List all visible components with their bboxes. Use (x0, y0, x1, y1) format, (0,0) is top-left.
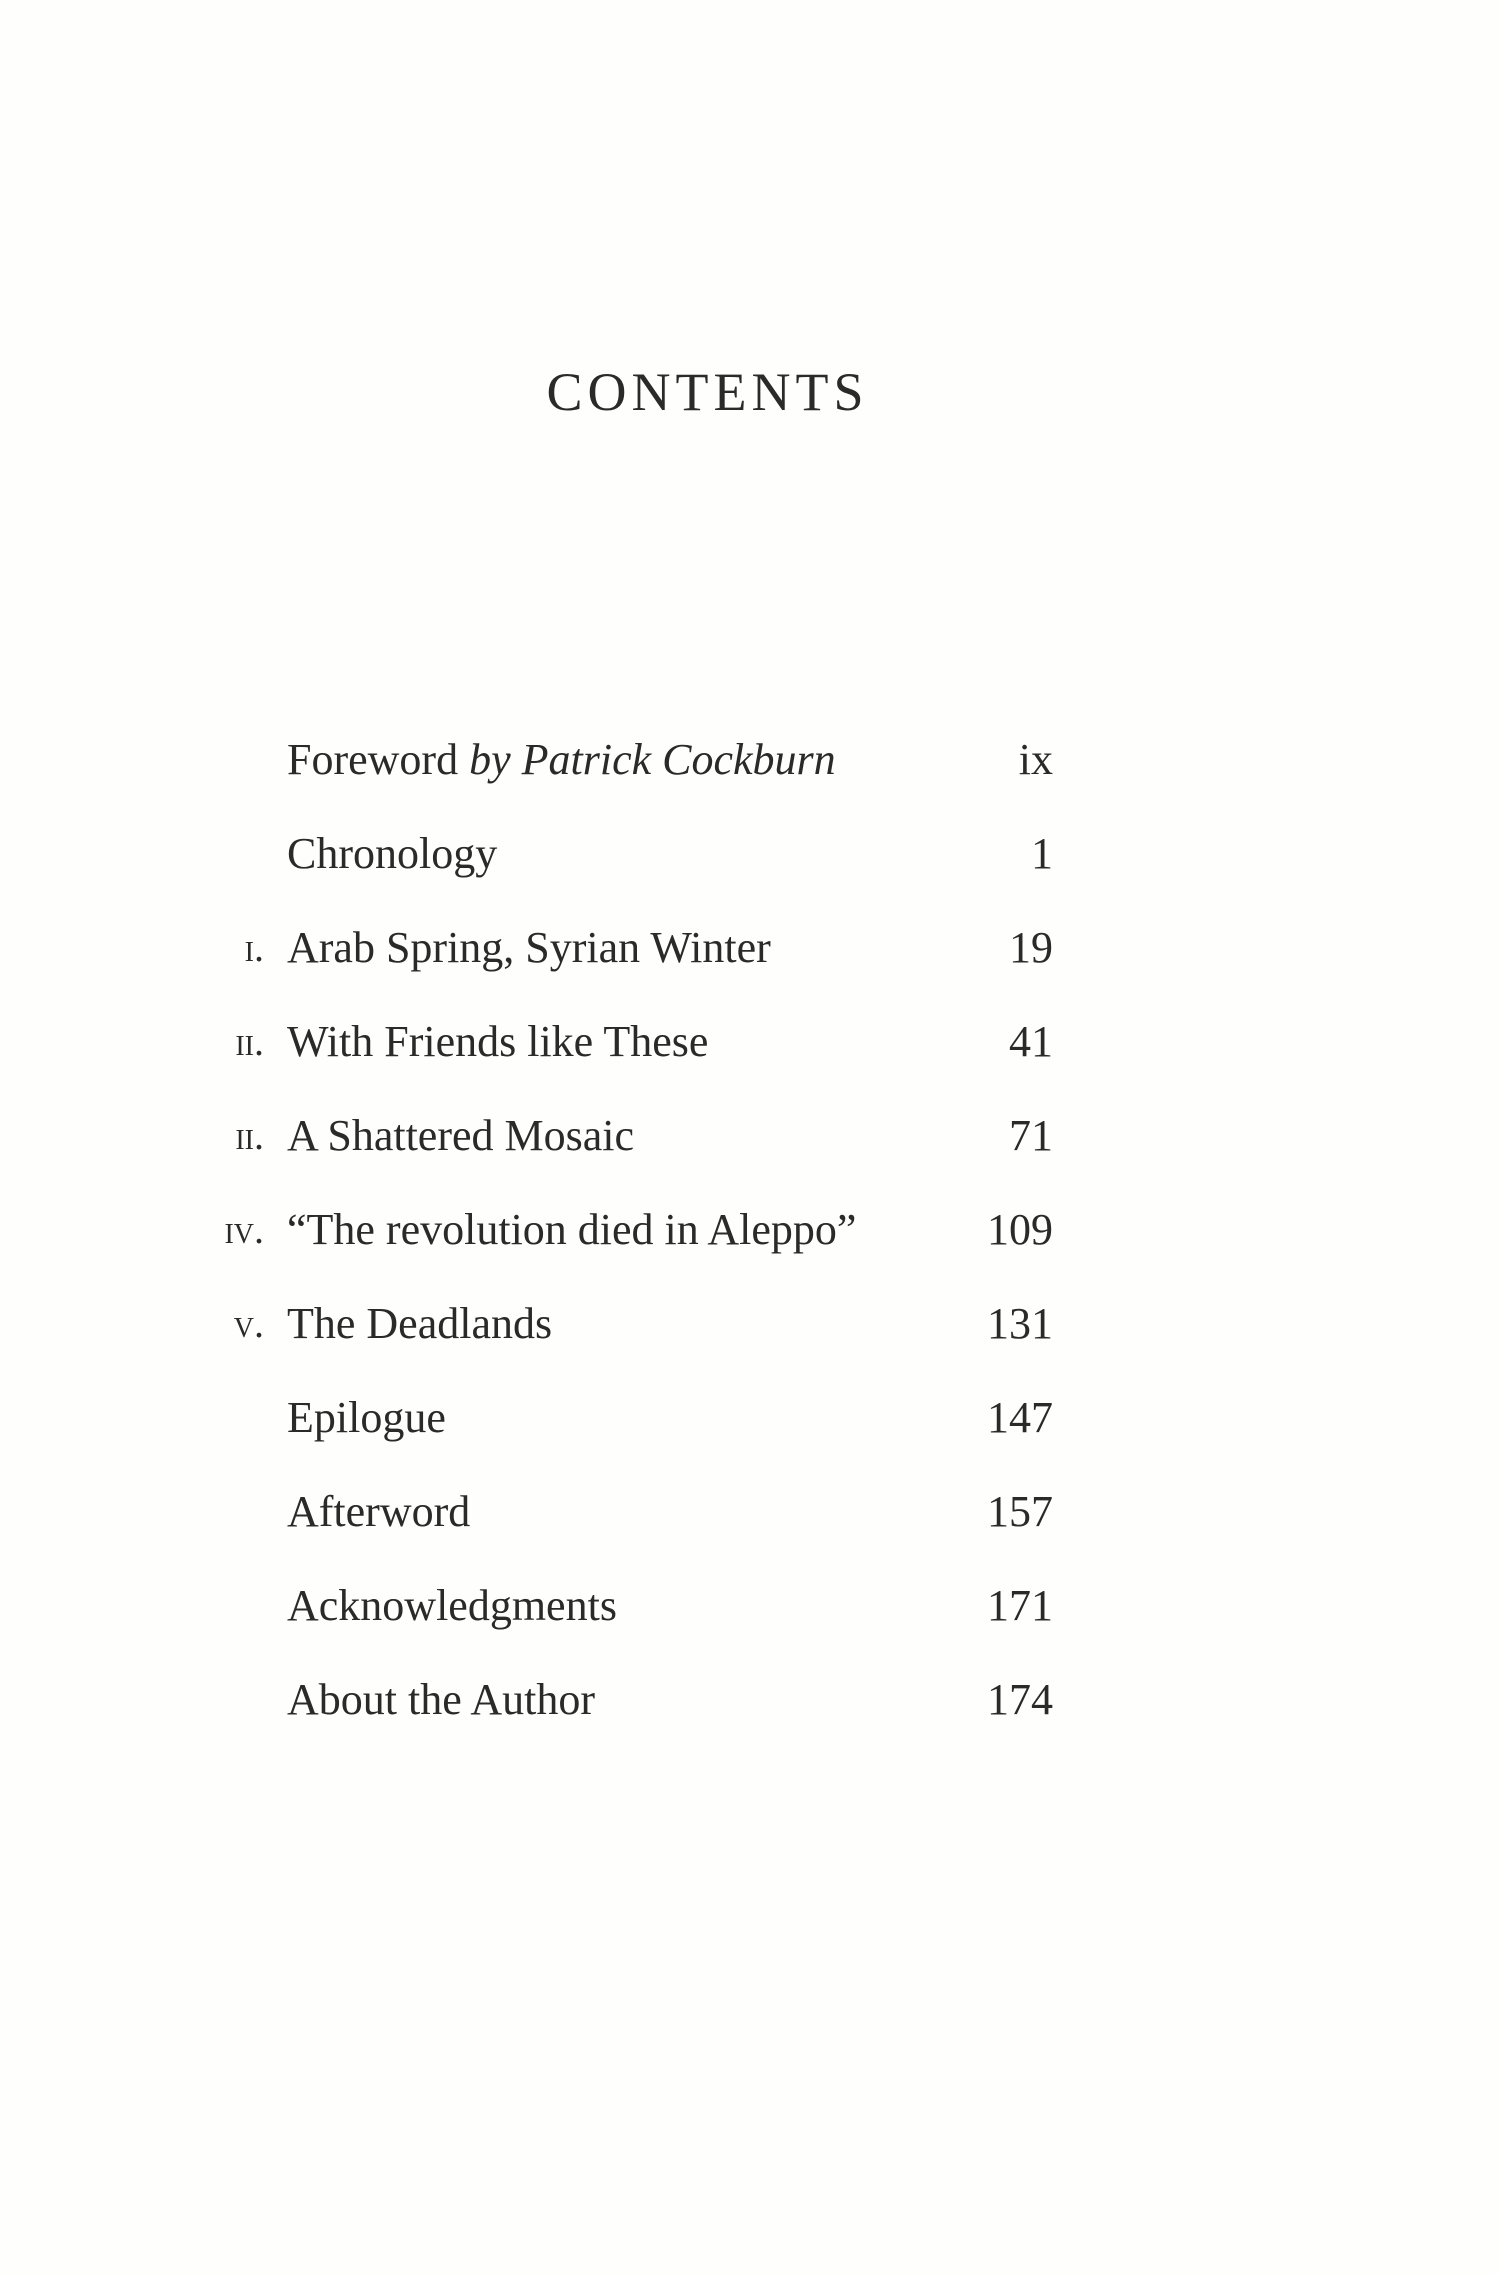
toc-entry-chapter-5[interactable] (0, 1294, 1499, 1354)
entry-title: The Deadlands (287, 1299, 553, 1348)
entry-title: Afterword (287, 1487, 471, 1536)
page-number: 157 (987, 1487, 1053, 1536)
toc-entry-chronology[interactable] (0, 824, 1499, 884)
entry-title: “The revolution died in Aleppo” (287, 1205, 857, 1254)
entry-title: Epilogue (287, 1393, 446, 1442)
chapter-number: ii. (235, 1113, 264, 1158)
page-number: 19 (1009, 923, 1053, 972)
page-number: 1 (1031, 829, 1053, 878)
toc-entry-chapter-3[interactable] (0, 1106, 1499, 1166)
toc-entry-afterword[interactable] (0, 1482, 1499, 1542)
toc-entry-about-the-author[interactable] (0, 1670, 1499, 1730)
toc-entry-chapter-4[interactable] (0, 1200, 1499, 1260)
entry-title: Arab Spring, Syrian Winter (287, 923, 771, 972)
toc-entry-epilogue[interactable] (0, 1388, 1499, 1448)
entry-title: Chronology (287, 829, 498, 878)
chapter-number: v. (233, 1301, 264, 1346)
entry-title: Acknowledgments (287, 1581, 617, 1630)
page-number: 174 (987, 1675, 1053, 1724)
entry-title (287, 730, 836, 790)
entry-title: About the Author (287, 1675, 595, 1724)
page-number: ix (1018, 735, 1053, 784)
page-number: 147 (987, 1393, 1053, 1442)
entry-title: With Friends like These (287, 1017, 709, 1066)
entry-title-text: Foreword (287, 735, 459, 784)
chapter-number: ii. (235, 1019, 264, 1064)
toc-entry-acknowledgments[interactable] (0, 1576, 1499, 1636)
toc-entry-foreword[interactable] (0, 730, 1499, 790)
toc-entry-chapter-1[interactable] (0, 918, 1499, 978)
chapter-number: i. (244, 925, 264, 970)
entry-title: A Shattered Mosaic (287, 1111, 635, 1160)
chapter-number: iv. (224, 1207, 264, 1252)
entry-author: by Patrick Cockburn (469, 735, 836, 784)
page-number: 109 (987, 1205, 1053, 1254)
page-number: 131 (987, 1299, 1053, 1348)
page-title: CONTENTS (546, 362, 869, 422)
page-number: 171 (987, 1581, 1053, 1630)
toc-entry-chapter-2[interactable] (0, 1012, 1499, 1072)
page-number: 71 (1009, 1111, 1053, 1160)
page-number: 41 (1009, 1017, 1053, 1066)
